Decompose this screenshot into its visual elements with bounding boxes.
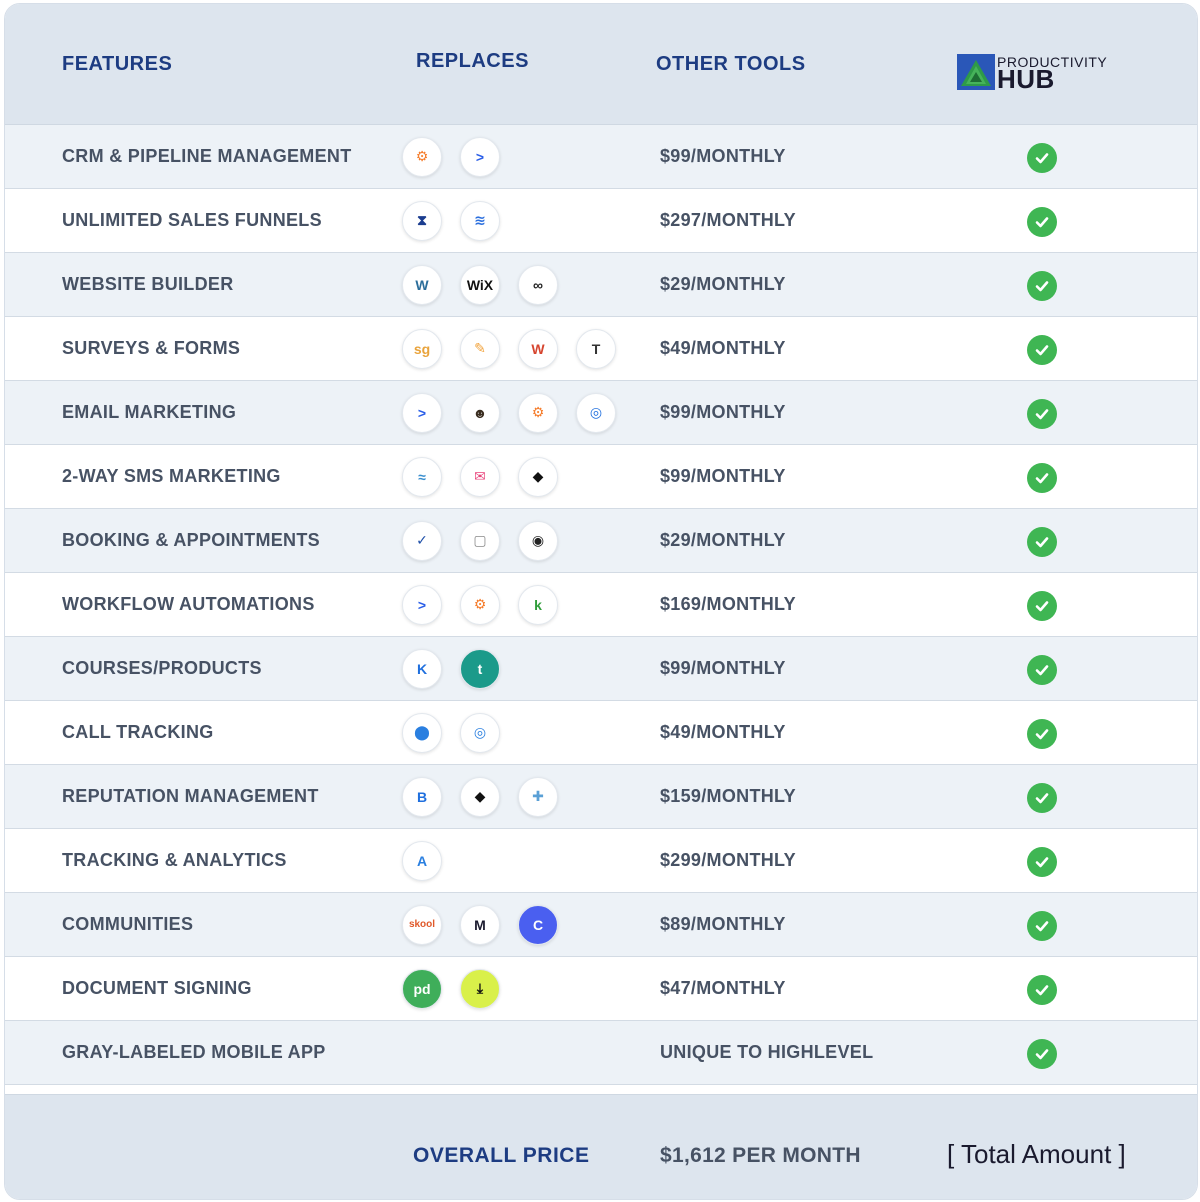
activecampaign-icon: > bbox=[460, 137, 500, 177]
table-row bbox=[5, 189, 1197, 253]
replaced-tools-icons bbox=[402, 637, 500, 700]
other-tools-price: $99/MONTHLY bbox=[660, 466, 786, 486]
table-row bbox=[5, 957, 1197, 1021]
checkmark-icon bbox=[1027, 719, 1057, 749]
table-row bbox=[5, 765, 1197, 829]
checkmark-icon bbox=[1027, 783, 1057, 813]
replaced-tools-icons bbox=[402, 125, 500, 188]
envelope-icon: ✉ bbox=[460, 457, 500, 497]
checkmark-icon bbox=[1027, 463, 1057, 493]
other-tools-price: $99/MONTHLY bbox=[660, 146, 786, 166]
replaced-tools-icons bbox=[402, 701, 500, 764]
other-tools-price: $99/MONTHLY bbox=[660, 402, 786, 422]
table-row bbox=[5, 381, 1197, 445]
feature-rows bbox=[5, 125, 1197, 1085]
replaced-tools-icons bbox=[402, 317, 616, 380]
analytics-icon: A bbox=[402, 841, 442, 881]
hubspot-icon: ⚙ bbox=[518, 393, 558, 433]
table-row bbox=[5, 701, 1197, 765]
other-tools-price: $169/MONTHLY bbox=[660, 594, 796, 614]
download-icon: ⤓ bbox=[460, 969, 500, 1009]
feature-name: EMAIL MARKETING bbox=[62, 402, 237, 422]
feature-name: COURSES/PRODUCTS bbox=[62, 658, 262, 678]
jotform-icon: ✎ bbox=[460, 329, 500, 369]
total-amount-label: [ Total Amount ] bbox=[947, 1139, 1126, 1169]
squarespace-icon: ∞ bbox=[518, 265, 558, 305]
hubspot-icon: ⚙ bbox=[460, 585, 500, 625]
feature-name: 2-WAY SMS MARKETING bbox=[62, 466, 281, 486]
other-tools-price: $297/MONTHLY bbox=[660, 210, 796, 230]
overall-price-label: OVERALL PRICE bbox=[413, 1143, 590, 1167]
clickfunnels-icon: ⧗ bbox=[402, 201, 442, 241]
replaced-tools-icons bbox=[402, 381, 616, 444]
location-pin-icon: ⬤ bbox=[402, 713, 442, 753]
replaced-tools-icons bbox=[402, 509, 558, 572]
feature-name: BOOKING & APPOINTMENTS bbox=[62, 530, 320, 550]
feature-name: CRM & PIPELINE MANAGEMENT bbox=[62, 146, 352, 166]
podium-icon: ◆ bbox=[460, 777, 500, 817]
feature-name: WEBSITE BUILDER bbox=[62, 274, 234, 294]
pyramid-logo-icon bbox=[957, 54, 995, 90]
feature-name: TRACKING & ANALYTICS bbox=[62, 850, 287, 870]
replaced-tools-icons bbox=[402, 253, 558, 316]
other-tools-price: $47/MONTHLY bbox=[660, 978, 786, 998]
productivity-hub-logo bbox=[957, 54, 1117, 94]
logo-text-productivity: PRODUCTIVITY bbox=[997, 54, 1108, 70]
checkmark-icon bbox=[1027, 975, 1057, 1005]
checkmark-icon bbox=[1027, 143, 1057, 173]
calendly-icon: ✓ bbox=[402, 521, 442, 561]
checkmark-icon bbox=[1027, 911, 1057, 941]
other-tools-price: $99/MONTHLY bbox=[660, 658, 786, 678]
feature-name: DOCUMENT SIGNING bbox=[62, 978, 252, 998]
feature-name: WORKFLOW AUTOMATIONS bbox=[62, 594, 315, 614]
checkmark-icon bbox=[1027, 207, 1057, 237]
other-tools-price: UNIQUE TO HIGHLEVEL bbox=[660, 1042, 874, 1062]
birdeye-icon: B bbox=[402, 777, 442, 817]
table-row bbox=[5, 1021, 1197, 1085]
overall-price-value: $1,612 PER MONTH bbox=[660, 1143, 861, 1167]
features-column-header: FEATURES bbox=[62, 52, 173, 75]
other-tools-price: $159/MONTHLY bbox=[660, 786, 796, 806]
wix-icon: WiX bbox=[460, 265, 500, 305]
feature-name: UNLIMITED SALES FUNNELS bbox=[62, 210, 322, 230]
table-row bbox=[5, 637, 1197, 701]
mailchimp-icon: ☻ bbox=[460, 393, 500, 433]
other-tools-price: $49/MONTHLY bbox=[660, 338, 786, 358]
replaced-tools-icons bbox=[402, 189, 500, 252]
callrail-icon: ◎ bbox=[460, 713, 500, 753]
activecampaign-icon: > bbox=[402, 585, 442, 625]
table-row bbox=[5, 509, 1197, 573]
logo-text-hub: HUB bbox=[997, 64, 1055, 94]
checkmark-icon bbox=[1027, 655, 1057, 685]
replaces-column-header: REPLACES bbox=[416, 49, 529, 72]
typeform-icon: T bbox=[576, 329, 616, 369]
table-row bbox=[5, 445, 1197, 509]
other-tools-column-header: OTHER TOOLS bbox=[656, 52, 806, 75]
skool-icon: skool bbox=[402, 905, 442, 945]
calendar-icon: ▢ bbox=[460, 521, 500, 561]
table-row bbox=[5, 253, 1197, 317]
other-tools-price: $49/MONTHLY bbox=[660, 722, 786, 742]
checkmark-icon bbox=[1027, 271, 1057, 301]
table-row bbox=[5, 573, 1197, 637]
surveygizmo-icon: sg bbox=[402, 329, 442, 369]
wordpress-icon: W bbox=[402, 265, 442, 305]
other-tools-price: $89/MONTHLY bbox=[660, 914, 786, 934]
other-tools-price: $299/MONTHLY bbox=[660, 850, 796, 870]
teachable-icon: t bbox=[460, 649, 500, 689]
table-row bbox=[5, 893, 1197, 957]
table-row bbox=[5, 317, 1197, 381]
checkmark-icon bbox=[1027, 527, 1057, 557]
feature-name: COMMUNITIES bbox=[62, 914, 194, 934]
replaced-tools-icons bbox=[402, 573, 558, 636]
feature-name: GRAY-LABELED MOBILE APP bbox=[62, 1042, 326, 1062]
constant-contact-icon: ◎ bbox=[576, 393, 616, 433]
checkmark-icon bbox=[1027, 399, 1057, 429]
feature-name: CALL TRACKING bbox=[62, 722, 214, 742]
activecampaign-icon: > bbox=[402, 393, 442, 433]
replaced-tools-icons bbox=[402, 829, 442, 892]
circle-icon: C bbox=[518, 905, 558, 945]
kajabi-icon: K bbox=[402, 649, 442, 689]
checkmark-icon bbox=[1027, 335, 1057, 365]
pandadoc-icon: pd bbox=[402, 969, 442, 1009]
hubspot-icon: ⚙ bbox=[402, 137, 442, 177]
mighty-icon: M bbox=[460, 905, 500, 945]
acuity-icon: ◉ bbox=[518, 521, 558, 561]
checkmark-icon bbox=[1027, 591, 1057, 621]
replaced-tools-icons bbox=[402, 957, 500, 1020]
leadpages-icon: ≋ bbox=[460, 201, 500, 241]
replaced-tools-icons bbox=[402, 445, 558, 508]
table-row bbox=[5, 829, 1197, 893]
pricing-comparison-table bbox=[4, 3, 1198, 1200]
replaced-tools-icons bbox=[402, 765, 558, 828]
other-tools-price: $29/MONTHLY bbox=[660, 274, 786, 294]
feature-name: SURVEYS & FORMS bbox=[62, 338, 241, 358]
table-header bbox=[5, 4, 1197, 125]
checkmark-icon bbox=[1027, 847, 1057, 877]
sms-chevrons-icon: ≈ bbox=[402, 457, 442, 497]
other-tools-price: $29/MONTHLY bbox=[660, 530, 786, 550]
feature-name: REPUTATION MANAGEMENT bbox=[62, 786, 319, 806]
table-footer bbox=[5, 1094, 1197, 1200]
replaced-tools-icons bbox=[402, 893, 558, 956]
keap-icon: k bbox=[518, 585, 558, 625]
wufoo-icon: W bbox=[518, 329, 558, 369]
table-row bbox=[5, 125, 1197, 189]
checkmark-icon bbox=[1027, 1039, 1057, 1069]
puzzle-icon: ✚ bbox=[518, 777, 558, 817]
podium-icon: ◆ bbox=[518, 457, 558, 497]
